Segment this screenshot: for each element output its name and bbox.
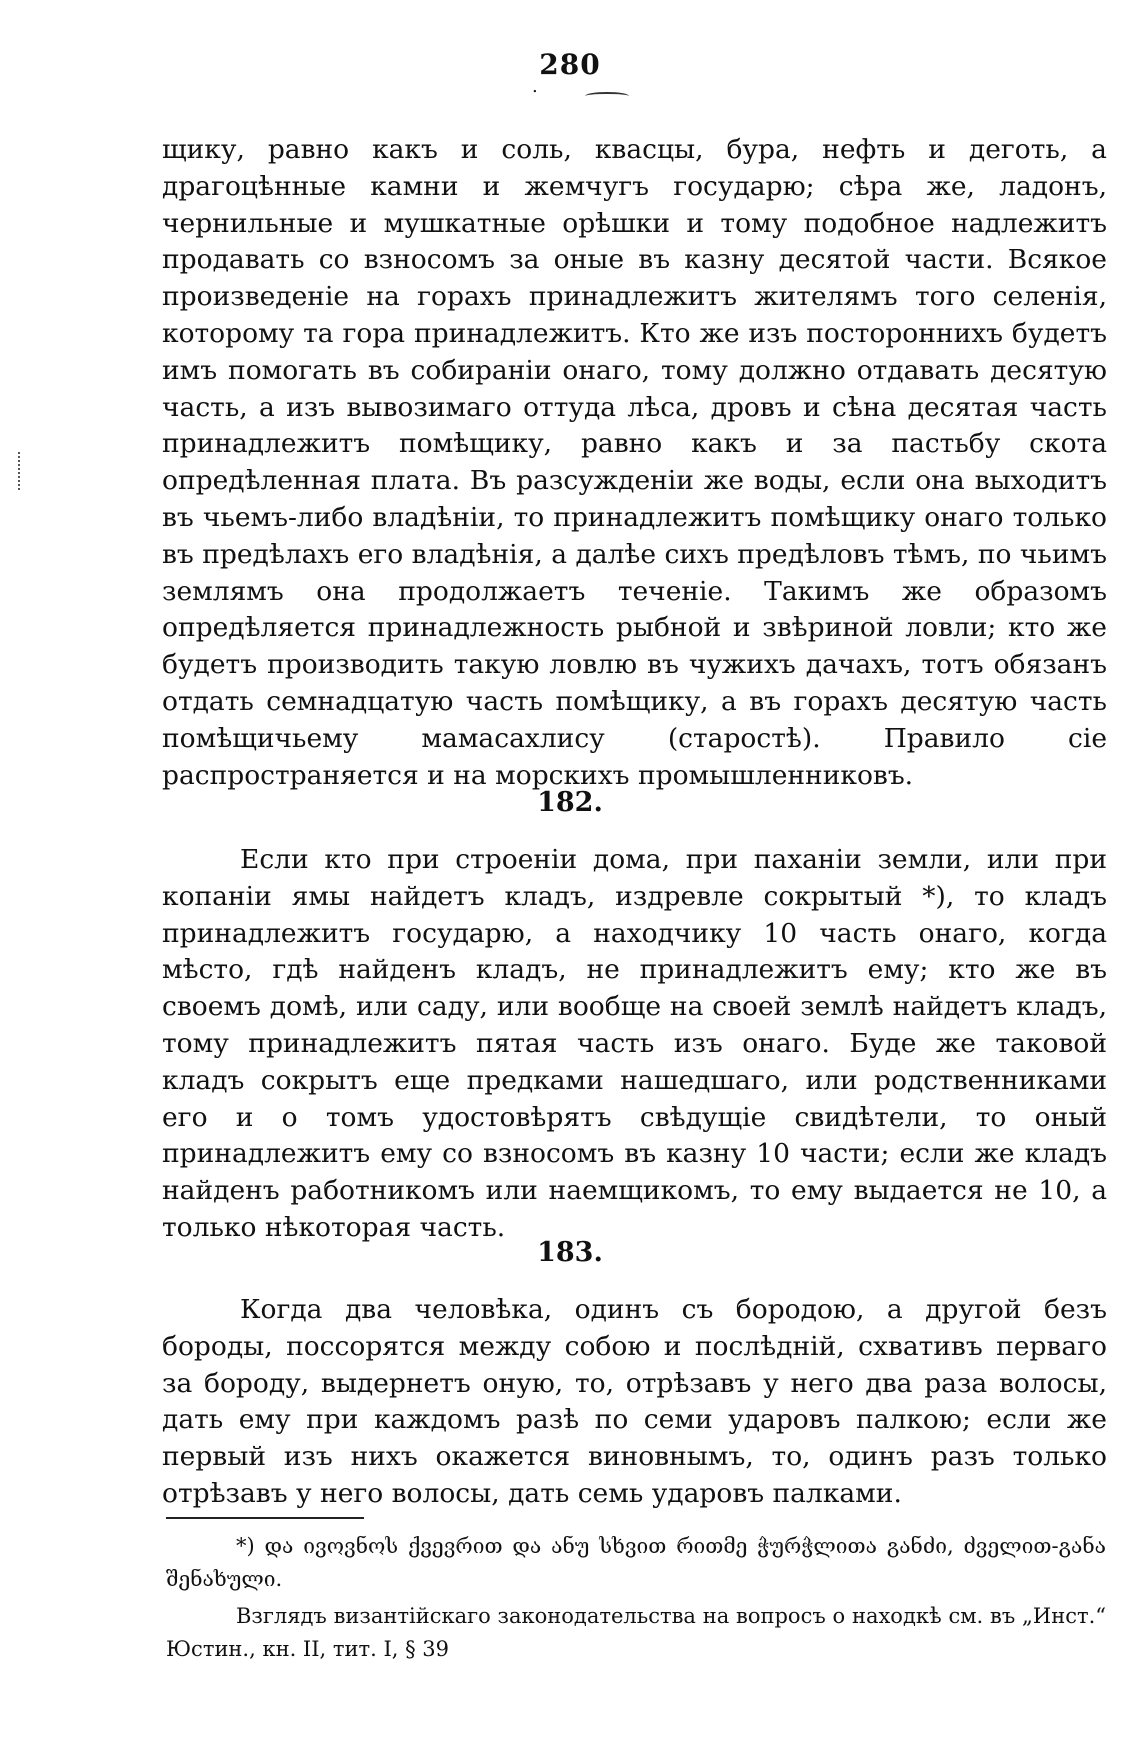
page-number: 280 xyxy=(539,48,601,81)
footnote-georgian: *) და ივოვნოს ქვევრით და ანუ სხვით რითმე ჭურჭლითა განძი, ძველით-განა შენახული. xyxy=(166,1534,1106,1591)
footnote-russian: Взглядъ византійскаго законодательства на вопросъ о находкѣ см. въ „Инст.“ Юстин., кн. II, тит. I, § 39 xyxy=(166,1604,1106,1661)
footnote-divider xyxy=(166,1517,364,1519)
paragraph-182: Если кто при строеніи дома, при паханіи земли, или при копаніи ямы найдетъ кладъ, издревле сокрытый *), то кладъ принадлежитъ государю, а находчику 10 часть онаго, когда мѣсто, гдѣ найденъ кладъ, не принадлежитъ ему; кто же въ своемъ домѣ, или саду, или вообще на своей землѣ найдетъ кладъ, тому принадлежитъ пятая часть изъ онаго. Буде же таковой кладъ сокрытъ еще предками нашедшаго, или родственниками его и о томъ удостовѣрятъ свѣдущіе свидѣтели, то оный принадлежитъ ему со взносомъ въ казну 10 части; если же кладъ найденъ работникомъ или наемщикомъ, то ему выдается не 10, а только нѣкоторая часть. xyxy=(162,844,1107,1243)
section-183-heading: 183. xyxy=(537,1237,603,1268)
page-dot: . xyxy=(532,76,538,97)
margin-mark xyxy=(18,452,23,490)
page-number-ornament xyxy=(585,92,629,100)
paragraph-181-continuation: щику, равно какъ и соль, квасцы, бура, нефть и деготь, а драгоцѣнные камни и жемчугъ государю; сѣра же, ладонъ, чернильные и мушкатные орѣшки и тому подобное надлежитъ продавать со взносомъ за оные въ казну десятой части. Всякое произведеніе на горахъ принадлежитъ жителямъ того селенія, которому та гора принадлежитъ. Кто же изъ посторонниxъ будетъ имъ помогать въ собираніи онаго, тому должно отдавать десятую часть, а изъ вывозимаго оттуда лѣса, дровъ и сѣна десятая часть принадлежитъ помѣщику, равно какъ и за пастьбу скота опредѣленная плата. Въ разсужденіи же воды, если она выходитъ въ чьемъ-либо владѣніи, то принадлежитъ помѣщику онаго только въ предѣлахъ его владѣнія, а далѣе сихъ предѣловъ тѣмъ, по чьимъ землямъ она продолжаетъ теченіе. Такимъ же образомъ опредѣляется принадлежность рыбной и звѣриной ловли; кто же будетъ производить такую ловлю въ чужихъ дачахъ, тотъ обязанъ отдать семнадцатую часть помѣщику, а въ горахъ десятую часть помѣщичьему мамасахлису (старостѣ). Правило сіе распространяется и на морскихъ промышленниковъ. xyxy=(162,134,1107,791)
section-182-heading: 182. xyxy=(537,787,603,818)
paragraph-183: Когда два человѣка, одинъ съ бородою, а другой безъ бороды, поссорятся между собою и послѣдній, схвативъ перваго за бороду, выдернетъ оную, то, отрѣзавъ у него два раза волосы, дать ему при каждомъ разѣ по семи ударовъ палкою; если же первый изъ нихъ окажется виновнымъ, то, одинъ разъ только отрѣзавъ у него волосы, дать семь ударовъ палками. xyxy=(162,1294,1107,1509)
